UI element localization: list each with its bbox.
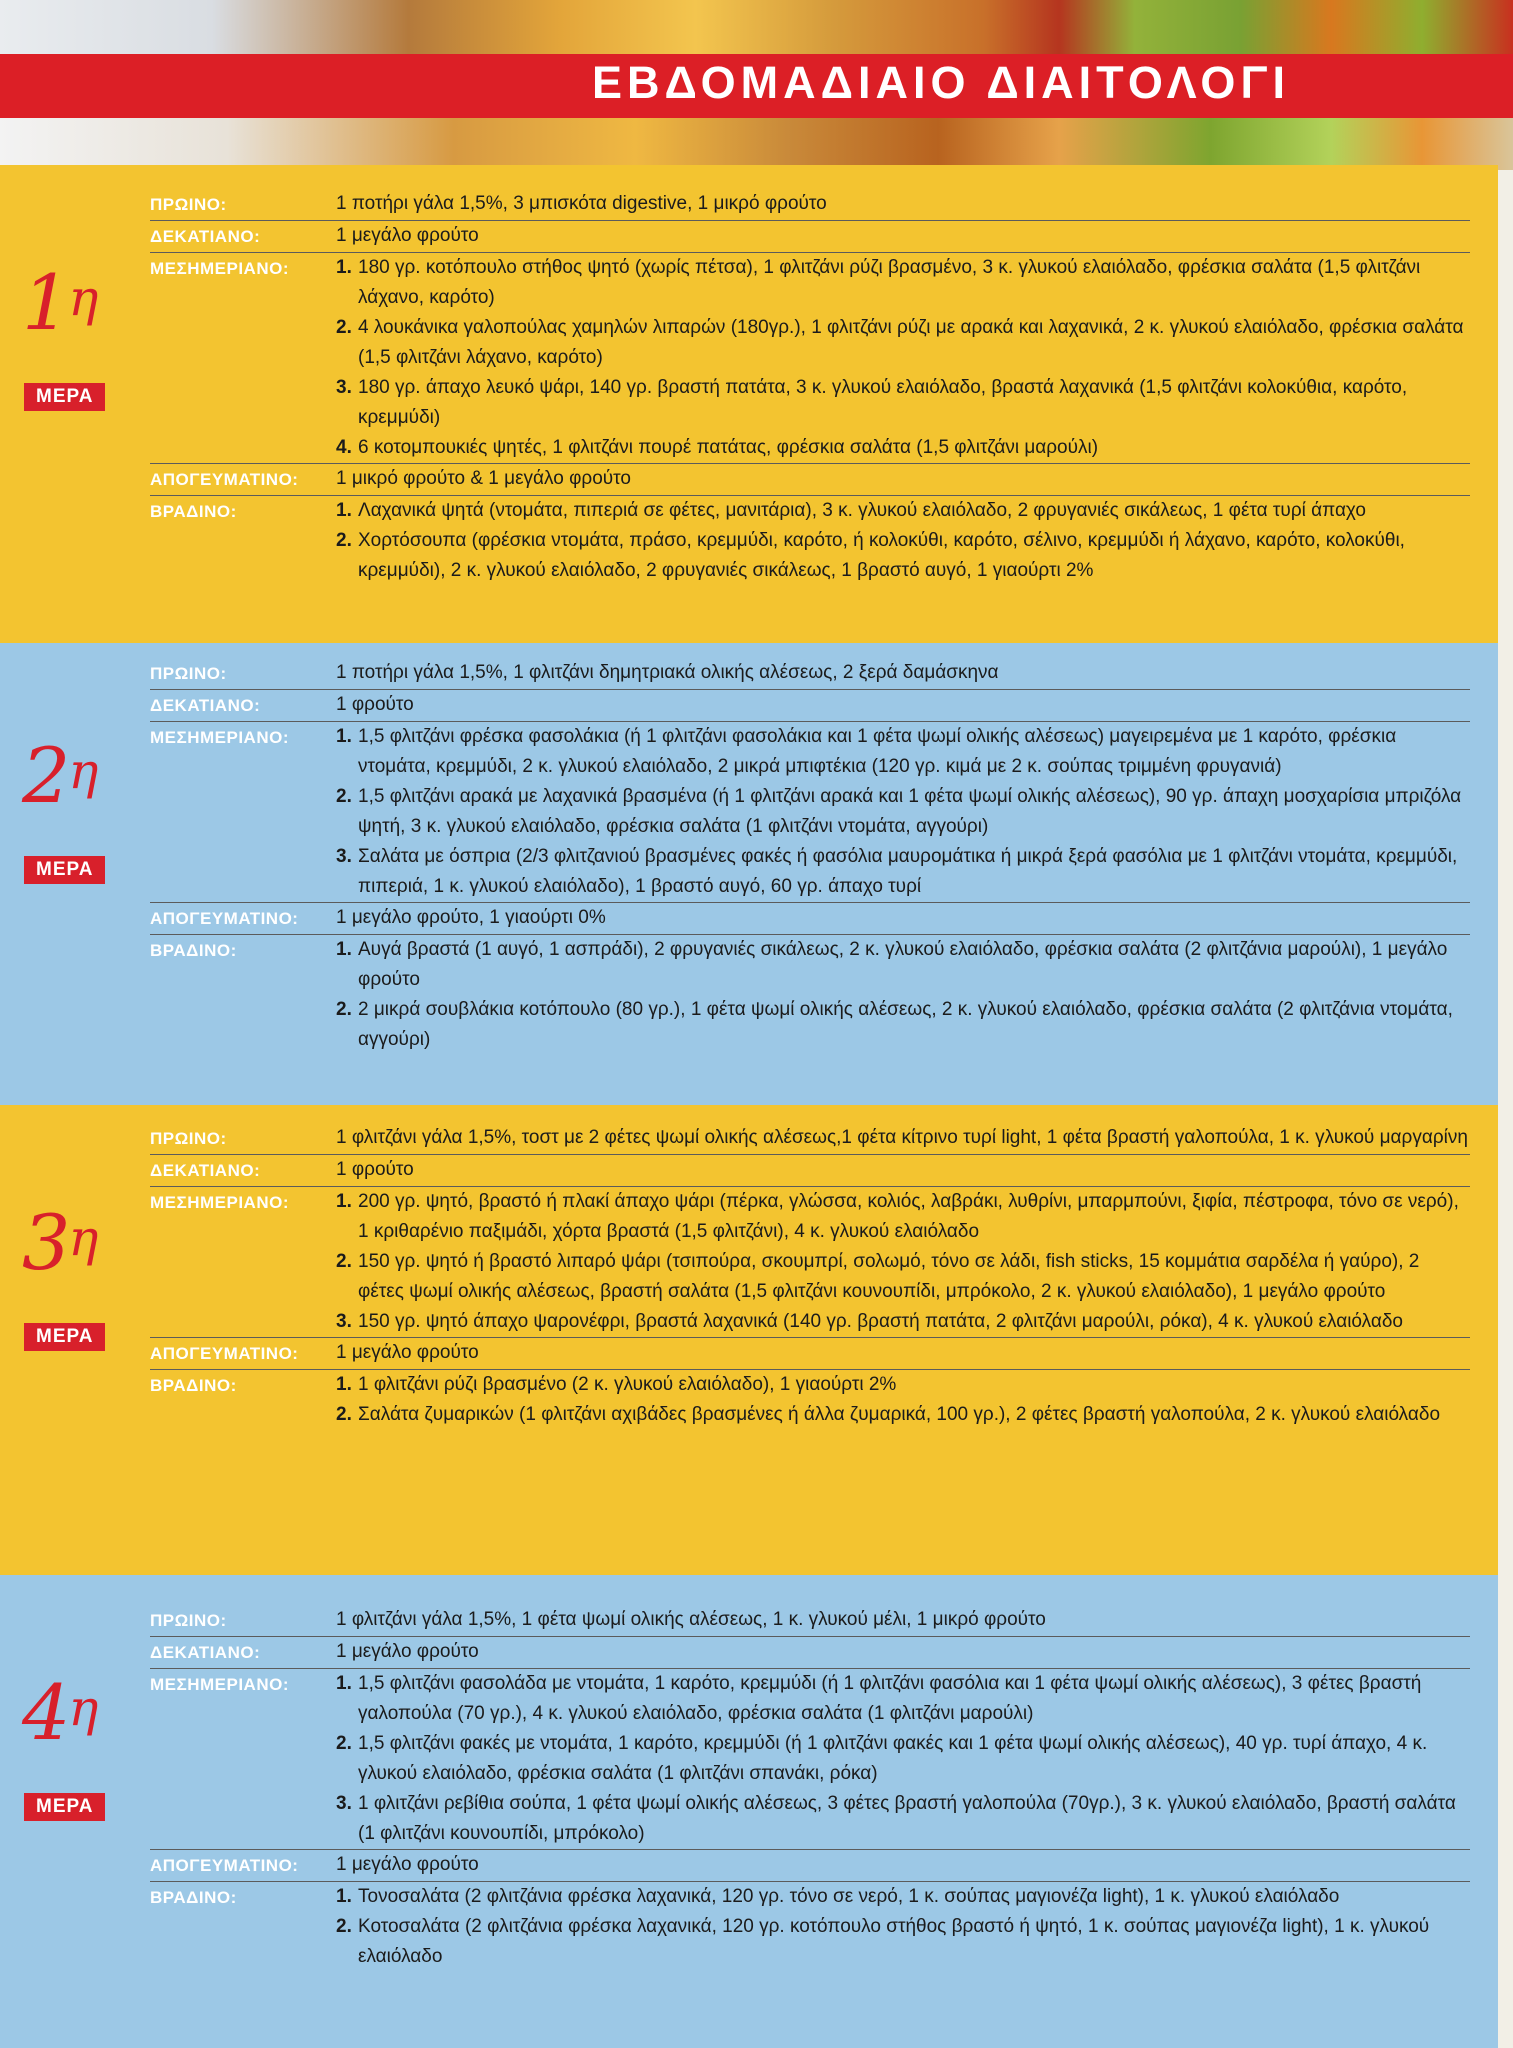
meal-rows [150, 1123, 1470, 1430]
meal-text: 1 μεγάλο φρούτο [336, 1342, 479, 1363]
meal-options [336, 1370, 1470, 1430]
meal-text: 1 φλιτζάνι γάλα 1,5%, τοστ με 2 φέτες ψωμί ολικής αλέσεως,1 φέτα κίτρινο τυρί light, 1 φέτα βραστή γαλοπούλα, 1 κ. γλυκού μαργαρίνη [336, 1127, 1468, 1148]
day-section-1 [0, 165, 1498, 643]
option-text: Χορτόσουπα (φρέσκια ντομάτα, πράσο, κρεμμύδι, καρότο, ή κολοκύθι, καρότο, σέλινο, κρεμμύδι ή λάχανο, καρότο, κολοκύθι, κρεμμύδι), 2 κ. γλυκού ελαιόλαδο, 2 φρυγανιές σικάλεως, 1 βραστό αυγό, 1 γιαούρτι 2% [358, 530, 1405, 581]
meal-option [336, 842, 1470, 902]
day-tag: ΜΕΡΑ [24, 856, 105, 884]
meal-option [336, 1882, 1470, 1912]
meal-options [336, 935, 1470, 1055]
option-number: 1. [336, 500, 352, 521]
option-text: 150 γρ. ψητό ή βραστό λιπαρό ψάρι (τσιπούρα, σκουμπρί, σολωμό, τόνο σε λάδι, fish sticks, 15 κομμάτια σαρδέλα ή γαύρο), 2 φέτες ψωμί ολικής αλέσεως, βραστή σαλάτα (1,5 φλιτζάνι κουνουπίδι, μπρόκολο, 2 κ. γλυκού ελαιόλαδο), 1 μεγάλο φρούτο [358, 1251, 1420, 1302]
option-text: Τονοσαλάτα (2 φλιτζάνια φρέσκα λαχανικά, 120 γρ. τόνο σε νερό, 1 κ. σούπας μαγιονέζα light), 1 κ. γλυκού ελαιόλαδο [358, 1886, 1340, 1907]
meal-text: 1 ποτήρι γάλα 1,5%, 1 φλιτζάνι δημητριακά ολικής αλέσεως, 2 ξερά δαμάσκηνα [336, 662, 999, 683]
meal-label: ΠΡΩΙΝΟ: [150, 1129, 227, 1148]
meal-option [336, 1307, 1470, 1337]
meal-text: 1 φρούτο [336, 1159, 414, 1180]
option-number: 3. [336, 846, 352, 867]
meal-options [336, 1669, 1470, 1849]
meal-label: ΠΡΩΙΝΟ: [150, 1611, 227, 1630]
option-number: 2. [336, 1404, 352, 1425]
header-photo-strip [0, 115, 1513, 170]
option-number: 2. [336, 1916, 352, 1937]
option-number: 3. [336, 1311, 352, 1332]
meal-option [336, 496, 1470, 526]
meal-text: 1 μεγάλο φρούτο [336, 1854, 479, 1875]
meal-option [336, 313, 1470, 373]
meal-label: ΜΕΣΗΜΕΡΙΑΝΟ: [150, 728, 289, 747]
option-text: Αυγά βραστά (1 αυγό, 1 ασπράδι), 2 φρυγανιές σικάλεως, 2 κ. γλυκού ελαιόλαδο, φρέσκια σαλάτα (2 φλιτζάνια μαρούλι), 1 μεγάλο φρούτο [358, 939, 1448, 990]
option-number: 3. [336, 1793, 352, 1814]
meal-label: ΠΡΩΙΝΟ: [150, 664, 227, 683]
meal-option [336, 373, 1470, 433]
meal-option [336, 1187, 1470, 1247]
meal-label: ΒΡΑΔΙΝΟ: [150, 1376, 237, 1395]
meal-option [336, 433, 1470, 463]
meal-option [336, 782, 1470, 842]
meal-label: ΜΕΣΗΜΕΡΙΑΝΟ: [150, 259, 289, 278]
option-text: 1,5 φλιτζάνι φακές με ντομάτα, 1 καρότο, κρεμμύδι (ή 1 φλιτζάνι φακές και 1 φέτα ψωμί ολικής αλέσεως), 40 γρ. τυρί άπαχο, 4 κ. γλυκού ελαιόλαδο, φρέσκια σαλάτα (1 φλιτζάνι σπανάκι, ρόκα) [358, 1733, 1428, 1784]
option-number: 1. [336, 1673, 352, 1694]
meal-row-lunch [150, 1186, 1470, 1337]
meal-row-dinner [150, 934, 1470, 1055]
meal-rows [150, 189, 1470, 586]
option-number: 2. [336, 317, 352, 338]
meal-row-snack [150, 220, 1470, 252]
meal-row-snack [150, 1636, 1470, 1668]
meal-label: ΔΕΚΑΤΙΑΝΟ: [150, 227, 261, 246]
meal-label: ΑΠΟΓΕΥΜΑΤΙΝΟ: [150, 1344, 299, 1363]
option-number: 1. [336, 939, 352, 960]
option-text: Κοτοσαλάτα (2 φλιτζάνια φρέσκα λαχανικά, 120 γρ. κοτόπουλο στήθος βραστό ή ψητό, 1 κ. σούπας μαγιονέζα light), 1 κ. γλυκού ελαιόλαδο [358, 1916, 1430, 1967]
meal-row-dinner [150, 495, 1470, 586]
meal-option [336, 253, 1470, 313]
meal-option [336, 722, 1470, 782]
day-tag: ΜΕΡΑ [24, 1793, 105, 1821]
option-text: 1,5 φλιτζάνι αρακά με λαχανικά βρασμένα (ή 1 φλιτζάνι αρακά και 1 φέτα ψωμί ολικής αλέσεως), 90 γρ. άπαχη μοσχαρίσια μπριζόλα ψητή, 3 κ. γλυκού ελαιόλαδο, φρέσκια σαλάτα (1 φλιτζάνι ντομάτα, αγγούρι) [358, 786, 1462, 837]
meal-label: ΒΡΑΔΙΝΟ: [150, 502, 237, 521]
meal-option [336, 1912, 1470, 1972]
option-text: 1,5 φλιτζάνι φασολάδα με ντομάτα, 1 καρότο, κρεμμύδι (ή 1 φλιτζάνι φασόλια και 1 φέτα ψωμί ολικής αλέσεως), 3 φέτες βραστή γαλοπούλα (70 γρ.), 4 κ. γλυκού ελαιόλαδο, φρέσκια σαλάτα (1 φλιτζάνι μαρούλι) [358, 1673, 1422, 1724]
option-text: 1 φλιτζάνι ρύζι βρασμένο (2 κ. γλυκού ελαιόλαδο), 1 γιαούρτι 2% [358, 1374, 897, 1395]
meal-row-lunch [150, 1668, 1470, 1849]
meal-text: 1 μικρό φρούτο & 1 μεγάλο φρούτο [336, 468, 631, 489]
meal-options [336, 722, 1470, 902]
meal-row-breakfast [150, 1123, 1470, 1154]
meal-options [336, 496, 1470, 586]
meal-label: ΔΕΚΑΤΙΑΝΟ: [150, 1161, 261, 1180]
meal-label: ΔΕΚΑΤΙΑΝΟ: [150, 696, 261, 715]
meal-option [336, 935, 1470, 995]
meal-label: ΒΡΑΔΙΝΟ: [150, 1888, 237, 1907]
meal-label: ΔΕΚΑΤΙΑΝΟ: [150, 1643, 261, 1662]
option-text: 150 γρ. ψητό άπαχο ψαρονέφρι, βραστά λαχανικά (140 γρ. βραστή πατάτα, 2 φλιτζάνι μαρούλι, ρόκα), 4 κ. γλυκού ελαιόλαδο [358, 1311, 1403, 1332]
option-number: 1. [336, 1886, 352, 1907]
meal-row-dinner [150, 1369, 1470, 1430]
option-text: Λαχανικά ψητά (ντομάτα, πιπεριά σε φέτες, μανιτάρια), 3 κ. γλυκού ελαιόλαδο, 2 φρυγανιές σικάλεως, 1 φέτα τυρί άπαχο [358, 500, 1366, 521]
option-text: 1,5 φλιτζάνι φρέσκα φασολάκια (ή 1 φλιτζάνι φασολάκια και 1 φέτα ψωμί ολικής αλέσεως) μαγειρεμένα με 1 καρότο, φρέσκια ντομάτα, κρεμμύδι, 2 κ. γλυκού ελαιόλαδο, 2 μικρά μπιφτέκια (120 γρ. κιμά με 2 κ. σούπας τριμμένη φρυγανιά) [358, 726, 1397, 777]
meal-option [336, 1370, 1470, 1400]
option-number: 2. [336, 1733, 352, 1754]
day-tag: ΜΕΡΑ [24, 383, 105, 411]
meal-option [336, 1789, 1470, 1849]
meal-option [336, 1669, 1470, 1729]
option-text: 180 γρ. κοτόπουλο στήθος ψητό (χωρίς πέτσα), 1 φλιτζάνι ρύζι βρασμένο, 3 κ. γλυκού ελαιόλαδο, φρέσκια σαλάτα (1,5 φλιτζάνι λάχανο, καρότο) [358, 257, 1421, 308]
meal-row-snack [150, 1154, 1470, 1186]
option-text: 200 γρ. ψητό, βραστό ή πλακί άπαχο ψάρι (πέρκα, γλώσσα, κολιός, λαβράκι, λυθρίνι, μπαρμπούνι, ξιφία, πέστροφα, τόνο σε νερό), 1 κριθαρένιο παξιμάδι, χόρτα βραστά (1,5 φλιτζάνι), 4 κ. γλυκού ελαιόλαδο [358, 1191, 1459, 1242]
meal-label: ΑΠΟΓΕΥΜΑΤΙΝΟ: [150, 909, 299, 928]
meal-rows [150, 658, 1470, 1055]
meal-row-breakfast [150, 1605, 1470, 1636]
day-number: $2^\eta$ [22, 731, 97, 820]
meal-row-afternoon [150, 463, 1470, 495]
day-section-4 [0, 1575, 1498, 2048]
meal-text: 1 μεγάλο φρούτο, 1 γιαούρτι 0% [336, 907, 606, 928]
meal-label: ΒΡΑΔΙΝΟ: [150, 941, 237, 960]
meal-text: 1 μεγάλο φρούτο [336, 225, 479, 246]
meal-label: ΑΠΟΓΕΥΜΑΤΙΝΟ: [150, 1856, 299, 1875]
option-text: 2 μικρά σουβλάκια κοτόπουλο (80 γρ.), 1 φέτα ψωμί ολικής αλέσεως, 2 κ. γλυκού ελαιόλαδο, φρέσκια σαλάτα (2 φλιτζάνια ντομάτα, αγγούρι) [358, 999, 1453, 1050]
meal-option [336, 1247, 1470, 1307]
meal-row-afternoon [150, 1337, 1470, 1369]
option-text: 6 κοτομπουκιές ψητές, 1 φλιτζάνι πουρέ πατάτας, φρέσκια σαλάτα (1,5 φλιτζάνι μαρούλι) [358, 437, 1099, 458]
option-text: 180 γρ. άπαχο λευκό ψάρι, 140 γρ. βραστή πατάτα, 3 κ. γλυκού ελαιόλαδο, βραστά λαχανικά (1,5 φλιτζάνι κολοκύθια, καρότο, κρεμμύδι) [358, 377, 1408, 428]
meal-text: 1 μεγάλο φρούτο [336, 1641, 479, 1662]
meal-row-breakfast [150, 189, 1470, 220]
meal-option [336, 526, 1470, 586]
day-tag: ΜΕΡΑ [24, 1323, 105, 1351]
meal-text: 1 ποτήρι γάλα 1,5%, 3 μπισκότα digestive, 1 μικρό φρούτο [336, 193, 827, 214]
meal-label: ΜΕΣΗΜΕΡΙΑΝΟ: [150, 1675, 289, 1694]
option-text: 4 λουκάνικα γαλοπούλας χαμηλών λιπαρών (180γρ.), 1 φλιτζάνι ρύζι με αρακά και λαχανικά, 2 κ. γλυκού ελαιόλαδο, φρέσκια σαλάτα (1,5 φλιτζάνι λάχανο, καρότο) [358, 317, 1464, 368]
meal-row-snack [150, 689, 1470, 721]
option-number: 2. [336, 1251, 352, 1272]
option-number: 4. [336, 437, 352, 458]
meal-options [336, 253, 1470, 463]
meal-row-afternoon [150, 1849, 1470, 1881]
meal-label: ΠΡΩΙΝΟ: [150, 195, 227, 214]
meal-option [336, 1729, 1470, 1789]
meal-label: ΑΠΟΓΕΥΜΑΤΙΝΟ: [150, 470, 299, 489]
option-text: 1 φλιτζάνι ρεβίθια σούπα, 1 φέτα ψωμί ολικής αλέσεως, 3 φέτες βραστή γαλοπούλα (70γρ.), 3 κ. γλυκού ελαιόλαδο, βραστή σαλάτα (1 φλιτζάνι κουνουπίδι, μπρόκολο) [358, 1793, 1456, 1844]
meal-rows [150, 1605, 1470, 1972]
meal-option [336, 1400, 1470, 1430]
meal-label: ΜΕΣΗΜΕΡΙΑΝΟ: [150, 1193, 289, 1212]
option-number: 1. [336, 257, 352, 278]
meal-text: 1 φλιτζάνι γάλα 1,5%, 1 φέτα ψωμί ολικής αλέσεως, 1 κ. γλυκού μέλι, 1 μικρό φρούτο [336, 1609, 1046, 1630]
option-number: 1. [336, 1374, 352, 1395]
meal-options [336, 1187, 1470, 1337]
meal-text: 1 φρούτο [336, 694, 414, 715]
option-number: 1. [336, 1191, 352, 1212]
day-section-2 [0, 643, 1498, 1105]
day-section-3 [0, 1105, 1498, 1575]
meal-row-lunch [150, 252, 1470, 463]
day-number: $4^\eta$ [22, 1668, 97, 1757]
header-banner [0, 0, 1513, 170]
day-number: $3^\eta$ [22, 1198, 97, 1287]
meal-row-afternoon [150, 902, 1470, 934]
meal-row-dinner [150, 1881, 1470, 1972]
option-number: 2. [336, 786, 352, 807]
option-number: 2. [336, 530, 352, 551]
option-number: 3. [336, 377, 352, 398]
meal-options [336, 1882, 1470, 1972]
meal-option [336, 995, 1470, 1055]
option-number: 2. [336, 999, 352, 1020]
option-text: Σαλάτα με όσπρια (2/3 φλιτζανιού βρασμένες φακές ή φασόλια μαυρομάτικα ή μικρά ξερά φασόλια με 1 φλιτζάνι ντομάτα, κρεμμύδι, πιπεριά, 1 κ. γλυκού ελαιόλαδο), 1 βραστό αυγό, 60 γρ. άπαχο τυρί [358, 846, 1458, 897]
option-number: 1. [336, 726, 352, 747]
option-text: Σαλάτα ζυμαρικών (1 φλιτζάνι αχιβάδες βρασμένες ή άλλα ζυμαρικά, 100 γρ.), 2 φέτες βραστή γαλοπούλα, 2 κ. γλυκού ελαιόλαδο [358, 1404, 1441, 1425]
meal-row-lunch [150, 721, 1470, 902]
meal-row-breakfast [150, 658, 1470, 689]
day-number: $1^\eta$ [22, 258, 97, 347]
page-title: ΕΒΔΟΜΑΔΙΑΙΟ ΔΙΑΙΤΟΛΟΓΙ [592, 57, 1290, 108]
